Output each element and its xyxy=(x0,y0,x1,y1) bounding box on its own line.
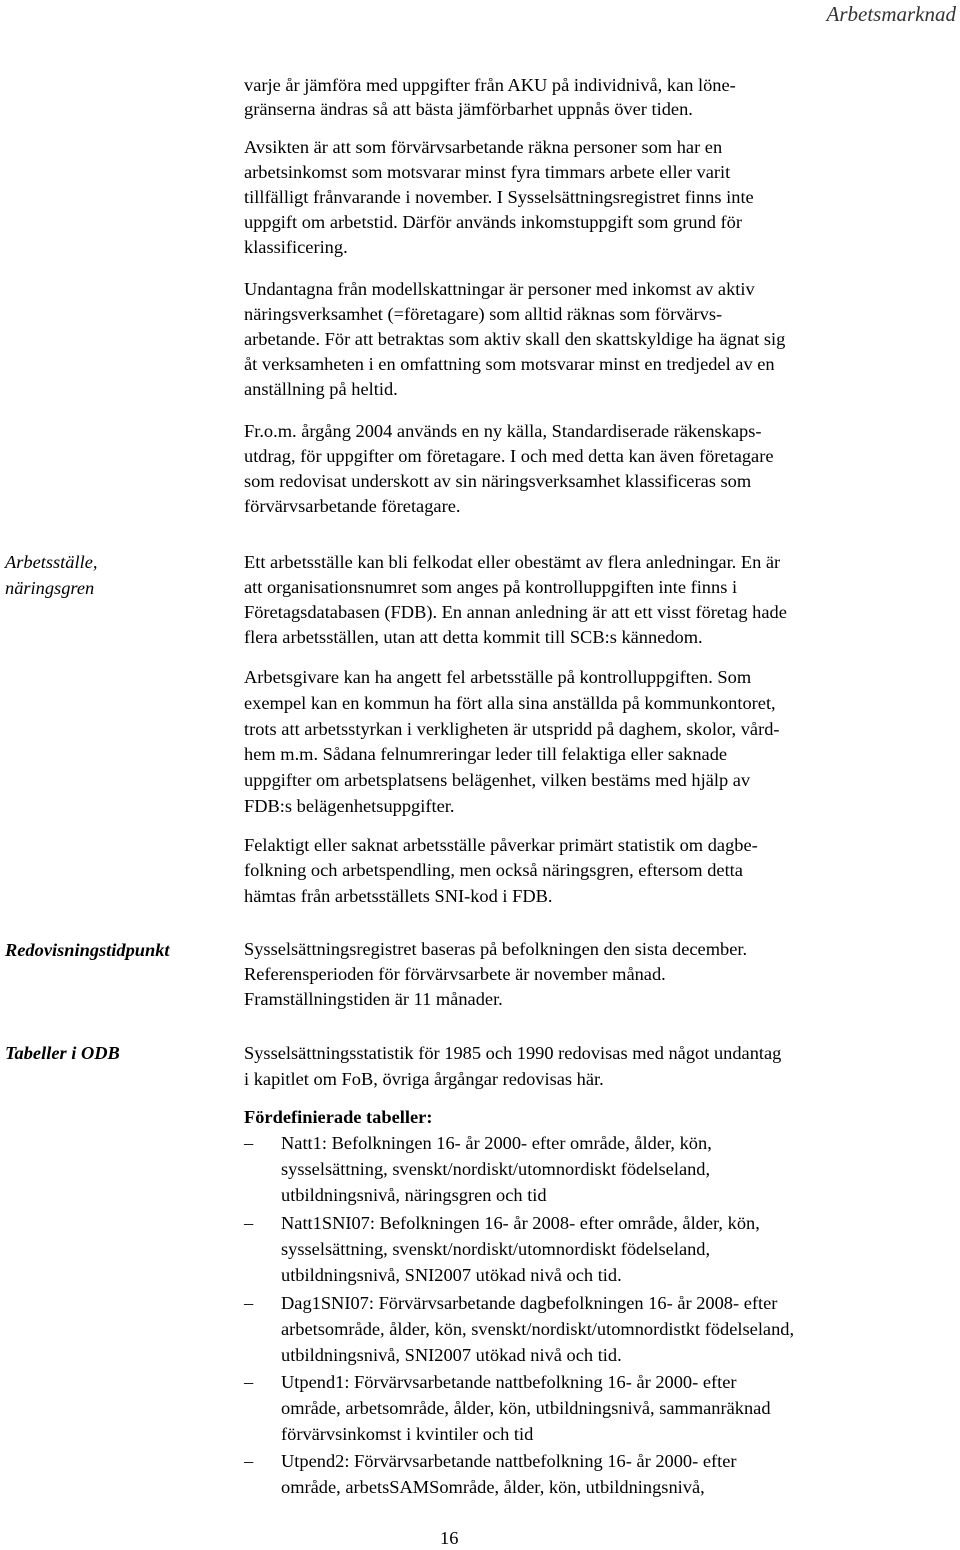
text-line: Dag1SNI07: Förvärvsarbetande dagbefolkningen 16- år 2008- efter xyxy=(281,1293,778,1313)
text-line: sysselsättning, svenskt/nordiskt/utomnordiskt födelseland, xyxy=(281,1159,711,1179)
text-line: som redovisat underskott av sin näringsverksamhet klassificeras som xyxy=(244,471,752,491)
side-label-redovisningstidpunkt: Redovisningstidpunkt xyxy=(5,940,170,960)
text-line: åt verksamheten i en omfattning som motsvarar minst en tredjedel av en xyxy=(244,354,775,374)
text-line: Företagsdatabasen (FDB). En annan anledning är att ett visst företag hade xyxy=(244,602,787,622)
text-line: flera arbetsställen, utan att detta kommit till SCB:s kännedom. xyxy=(244,627,703,647)
text-line: sysselsättning, svenskt/nordiskt/utomnordiskt födelseland, xyxy=(281,1239,711,1259)
text-line: Avsikten är att som förvärvsarbetande räkna personer som har en xyxy=(244,137,723,157)
predefined-tables-heading: Fördefinierade tabeller: xyxy=(244,1107,433,1127)
text-line: arbetande. För att betraktas som aktiv skall den skattskyldige ha ägnat sig xyxy=(244,329,786,349)
text-line: tillfälligt frånvarande i november. I Sysselsättningsregistret finns inte xyxy=(244,187,754,207)
text-line: Referensperioden för förvärvsarbete är november månad. xyxy=(244,964,666,984)
text-line: Sysselsättningsregistret baseras på befolkningen den sista december. xyxy=(244,939,748,959)
text-line: utbildningsnivå, näringsgren och tid xyxy=(281,1185,547,1205)
text-line: uppgifter om arbetsplatsens belägenhet, vilken bestäms med hjälp av xyxy=(244,770,751,790)
text-line: arbetsområde, ålder, kön, svenskt/nordiskt/utomnordistkt födelseland, xyxy=(281,1319,795,1339)
text-line: Utpend2: Förvärvsarbetande nattbefolkning 16- år 2000- efter xyxy=(281,1451,737,1471)
side-label-naringsgren: näringsgren xyxy=(5,578,95,598)
text-line: klassificering. xyxy=(244,237,348,257)
dash-bullet: – xyxy=(244,1372,254,1392)
dash-bullet: – xyxy=(244,1451,254,1471)
text-line: utdrag, för uppgifter om företagare. I och med detta kan även företagare xyxy=(244,446,774,466)
text-line: Felaktigt eller saknat arbetsställe påverkar primärt statistik om dagbe- xyxy=(244,835,758,855)
text-line: Natt1: Befolkningen 16- år 2000- efter område, ålder, kön, xyxy=(281,1133,712,1153)
dash-bullet: – xyxy=(244,1213,254,1233)
dash-bullet: – xyxy=(244,1133,254,1153)
text-line: Framställningstiden är 11 månader. xyxy=(244,989,503,1009)
text-line: Arbetsgivare kan ha angett fel arbetsställe på kontrolluppgiften. Som xyxy=(244,667,752,687)
text-line: Sysselsättningsstatistik för 1985 och 1990 redovisas med något undantag xyxy=(244,1043,782,1063)
text-line: att organisationsnumret som anges på kontrolluppgiften inte finns i xyxy=(244,577,738,597)
text-line: hem m.m. Sådana felnumreringar leder till felaktiga eller saknade xyxy=(244,744,728,764)
text-line: förvärvsinkomst i kvintiler och tid xyxy=(281,1424,534,1444)
text-line: Fr.o.m. årgång 2004 används en ny källa, Standardiserade räkenskaps- xyxy=(244,421,762,441)
text-line: utbildningsnivå, SNI2007 utökad nivå och tid. xyxy=(281,1345,622,1365)
side-label-arbetsstalle: Arbetsställe, xyxy=(5,552,98,572)
text-line: trots att arbetsstyrkan i verkligheten är utspridd på daghem, skolor, vård- xyxy=(244,719,780,739)
page-number: 16 xyxy=(440,1528,459,1548)
text-line: exempel kan en kommun ha fört alla sina anställda på kommunkontoret, xyxy=(244,693,776,713)
side-label-tabeller: Tabeller i ODB xyxy=(5,1043,120,1063)
text-line: näringsverksamhet (=företagare) som alltid räknas som förvärvs- xyxy=(244,304,723,324)
text-line: varje år jämföra med uppgifter från AKU på individnivå, kan löne- xyxy=(244,75,736,95)
text-line: utbildningsnivå, SNI2007 utökad nivå och tid. xyxy=(281,1265,622,1285)
text-line: Ett arbetsställe kan bli felkodat eller obestämt av flera anledningar. En är xyxy=(244,552,781,572)
text-line: Undantagna från modellskattningar är personer med inkomst av aktiv xyxy=(244,279,755,299)
text-line: uppgift om arbetstid. Därför används inkomstuppgift som grund för xyxy=(244,212,743,232)
text-line: Natt1SNI07: Befolkningen 16- år 2008- efter område, ålder, kön, xyxy=(281,1213,760,1233)
text-line: i kapitlet om FoB, övriga årgångar redovisas här. xyxy=(244,1069,604,1089)
running-header: Arbetsmarknad xyxy=(826,2,956,26)
text-line: anställning på heltid. xyxy=(244,379,398,399)
dash-bullet: – xyxy=(244,1293,254,1313)
text-line: område, arbetsSAMSområde, ålder, kön, utbildningsnivå, xyxy=(281,1477,705,1497)
text-line: folkning och arbetspendling, men också näringsgren, eftersom detta xyxy=(244,860,743,880)
text-line: Utpend1: Förvärvsarbetande nattbefolkning 16- år 2000- efter xyxy=(281,1372,737,1392)
text-line: område, arbetsområde, ålder, kön, utbildningsnivå, sammanräknad xyxy=(281,1398,771,1418)
text-line: förvärvsarbetande företagare. xyxy=(244,496,461,516)
text-line: hämtas från arbetsställets SNI-kod i FDB. xyxy=(244,886,553,906)
text-line: arbetsinkomst som motsvarar minst fyra timmars arbete eller varit xyxy=(244,162,731,182)
text-line: gränserna ändras så att bästa jämförbarhet uppnås över tiden. xyxy=(244,99,693,119)
text-line: FDB:s belägenhetsuppgifter. xyxy=(244,796,455,816)
